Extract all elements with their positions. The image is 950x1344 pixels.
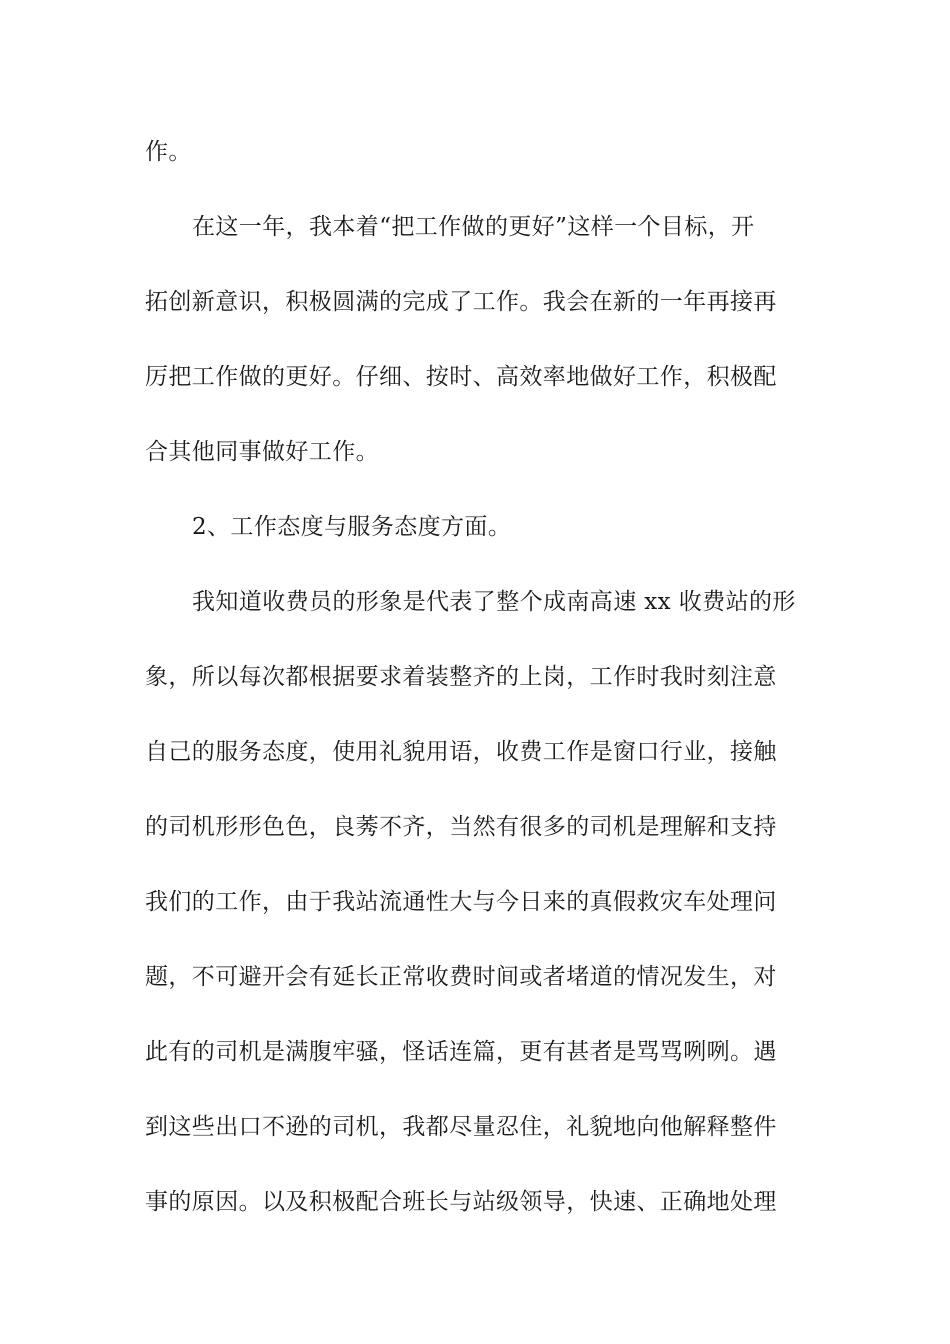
text-line: 厉把工作做的更好。仔细、按时、高效率地做好工作，积极配	[145, 364, 777, 390]
text-line: 象，所以每次都根据要求着装整齐的上岗，工作时我时刻注意	[145, 664, 777, 690]
text-line: 到这些出口不逊的司机，我都尽量忍住，礼貌地向他解释整件	[145, 1114, 777, 1140]
text-line: 事的原因。以及积极配合班长与站级领导，快速、正确地处理	[145, 1189, 777, 1215]
text-line: 作。	[145, 139, 192, 165]
text-line: 的司机形形色色，良莠不齐，当然有很多的司机是理解和支持	[145, 814, 777, 840]
section-heading: 2、工作态度与服务态度方面。	[192, 514, 512, 540]
text-line: 自己的服务态度，使用礼貌用语，收费工作是窗口行业，接触	[145, 739, 777, 765]
text-line: 我们的工作，由于我站流通性大与今日来的真假救灾车处理问	[145, 889, 777, 915]
text-line: 此有的司机是满腹牢骚，怪话连篇，更有甚者是骂骂咧咧。遇	[145, 1039, 777, 1065]
text-line: 拓创新意识，积极圆满的完成了工作。我会在新的一年再接再	[145, 289, 777, 315]
paragraph-start-line: 在这一年，我本着“把工作做的更好”这样一个目标，开	[192, 214, 755, 240]
text-line: 合其他同事做好工作。	[145, 439, 379, 465]
paragraph-start-line: 我知道收费员的形象是代表了整个成南高速 xx 收费站的形	[192, 589, 796, 615]
text-line: 题，不可避开会有延长正常收费时间或者堵道的情况发生，对	[145, 964, 777, 990]
